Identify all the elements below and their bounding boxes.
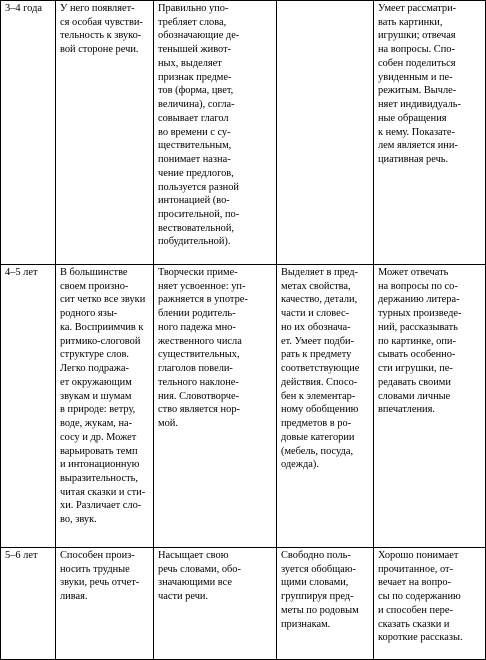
table-cell: В большинстве своем произно- сит четко все звуки родного язы- ка. Восприимчив к ритмико-слоговой структуре слов. Легко подража- ет окружающим звукам и шумам в природе: ветру, воде, жукам, на- сосу и др. Может варьировать темп и интонационную выразительность, читая сказки и сти- хи. Различает сло- во, звук. (56, 265, 154, 548)
table-cell: Хорошо понимает прочитанное, от- вечает на вопро- сы по содержанию и способен пере- сказать сказки и короткие рассказы. (374, 548, 486, 660)
age-cell: 5–6 лет (1, 548, 56, 660)
table-cell: Насыщает свою речь словами, обо- значающими все части речи. (154, 548, 277, 660)
table-cell (277, 1, 374, 265)
table-cell: У него появляет- ся особая чувстви- тельность к звуко- вой стороне речи. (56, 1, 154, 265)
table-row (1, 548, 486, 660)
table-cell: Творчески приме- няет усвоенное: уп- ражняется в употре- блении родитель- ного падежа мно- жественного числа существительных, глаголов повели- тельного наклоне- ния. Словотворче- ство является нор- мой. (154, 265, 277, 548)
table-cell: Умеет рассматри- вать картинки, игрушки; отвечая на вопросы. Спо- собен поделиться увиденным и пе- режитым. Вычле- няет индивидуаль- ные обращения к нему. Показате- лем является ини- циативная речь. (374, 1, 486, 265)
table-cell: Способен произ- носить трудные звуки, речь отчет- ливая. (56, 548, 154, 660)
table-cell: Может отвечать на вопросы по со- держанию литера- турных произведе- ний, рассказывать по картинке, опи- сывать особенно- сти игрушки, пе- редавать своими словами личные впечатления. (374, 265, 486, 548)
age-cell: 3–4 года (1, 1, 56, 265)
table-cell: Свободно поль- зуется обобщаю- щими словами, группируя пред- меты по родовым признакам. (277, 548, 374, 660)
age-cell: 4–5 лет (1, 265, 56, 548)
table-cell: Выделяет в пред- метах свойства, качество, детали, части и словес- но их обозначa- ет. Умеет подби- рать к предмету соответствующие действия. Спосо- бен к элементар- ному обобщению предметов в ро- довые категории (мебель, посуда, одежда). (277, 265, 374, 548)
table-cell: Правильно упо- требляет слова, обозначающие де- тенышей живот- ных, выделяет признак предме- тов (форма, цвет, величина), согла- совывает глагол во времени с су- ществительным, понимает назна- чение предлогов, пользуется разной интонацией (во- просительной, по- вествовательной, побудительной). (154, 1, 277, 265)
table-row (1, 1, 486, 265)
table-row (1, 265, 486, 548)
